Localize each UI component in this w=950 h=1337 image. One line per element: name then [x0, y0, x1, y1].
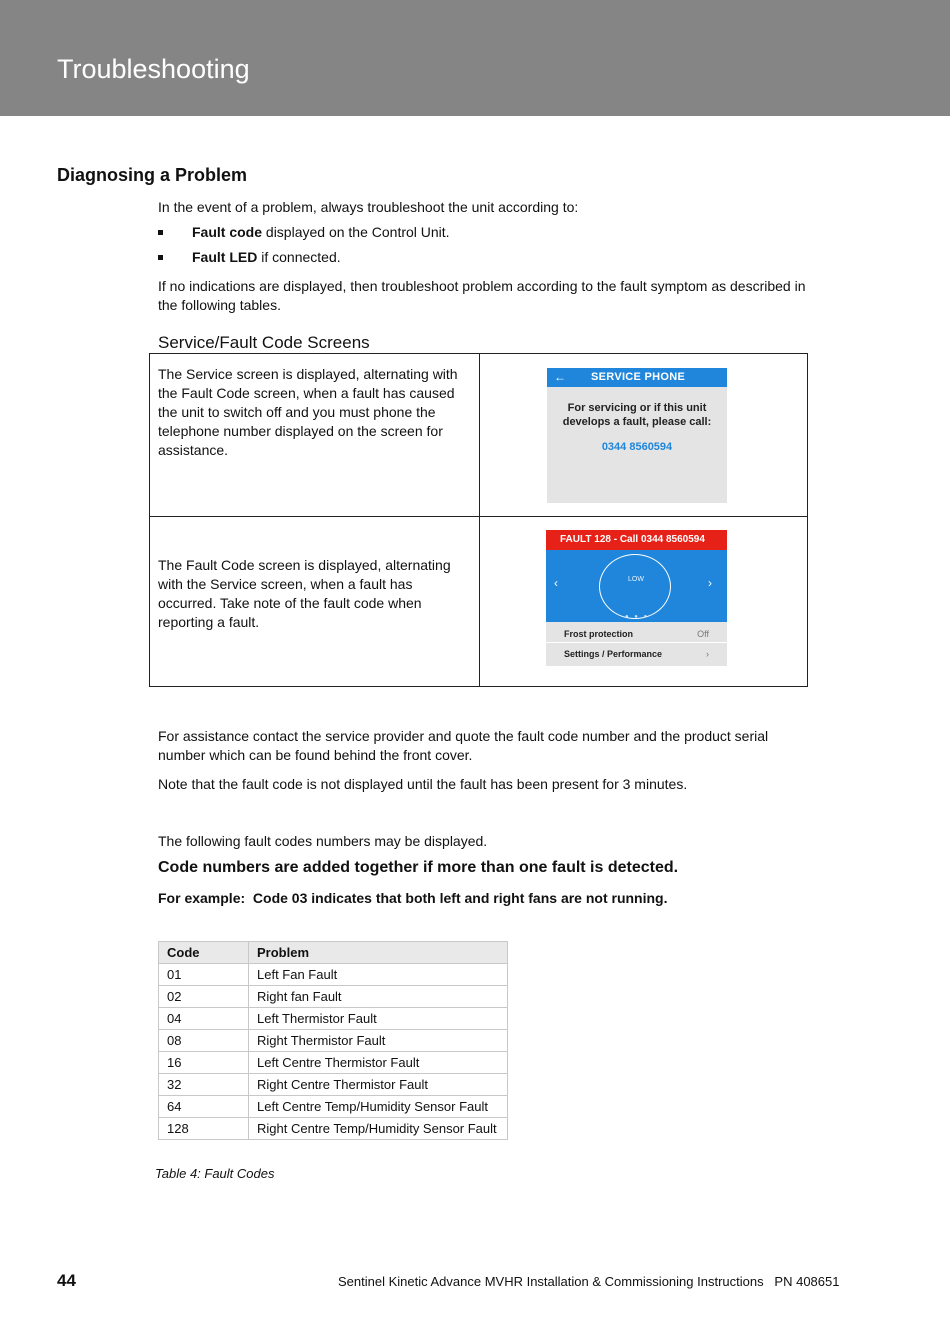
fault-codes-table: [158, 941, 508, 1140]
speed-label: LOW: [628, 576, 644, 583]
bullet-rest: if connected.: [257, 249, 341, 265]
table-row: 02 Right fan Fault: [159, 986, 508, 1008]
note-text: Note that the fault code is not displayed until the fault has been present for 3 minutes.: [158, 776, 688, 792]
speed-dial: [599, 554, 671, 619]
section-heading: Diagnosing a Problem: [57, 165, 248, 185]
frost-protection-row: Frost protection Off: [564, 629, 709, 639]
chevron-right-icon: ›: [708, 576, 712, 590]
assistance-text: For assistance contact the service provider and quote the fault code number and the product serial number which can be found behind the front cover.: [158, 728, 769, 763]
page-title: Troubleshooting: [57, 54, 250, 84]
page-number: 44: [57, 1271, 76, 1290]
divider: [150, 516, 807, 517]
table-row: 01 Left Fan Fault: [159, 964, 508, 986]
table-row: 08 Right Thermistor Fault: [159, 1030, 508, 1052]
chevron-right-icon: ›: [706, 649, 709, 659]
service-screen-title: SERVICE PHONE: [591, 371, 686, 383]
document-title: Sentinel Kinetic Advance MVHR Installation & Commissioning Instructions PN 408651: [338, 1274, 840, 1289]
column-header: Problem: [249, 942, 508, 964]
settings-performance-row: Settings / Performance ›: [564, 649, 709, 659]
fault-screen-description: The Fault Code screen is displayed, alternating with the Service screen, when a fault has occurred. Take note of the fault code when reporting a fault.: [158, 557, 451, 630]
table-row: 32 Right Centre Thermistor Fault: [159, 1074, 508, 1096]
page-dots-icon: ● ● ●: [625, 614, 650, 620]
screens-table: [149, 353, 808, 687]
table-header-row: [159, 942, 508, 964]
codes-added-note: Code numbers are added together if more than one fault is detected.: [158, 859, 679, 876]
table-row: 128 Right Centre Temp/Humidity Sensor Fault: [159, 1118, 508, 1140]
divider: [546, 642, 727, 643]
service-title-bar: [547, 368, 727, 387]
service-message: For servicing or if this unit develops a fault, please call:: [562, 402, 712, 428]
bullet-bold: Fault code: [192, 224, 263, 240]
service-phone-screen: [547, 368, 727, 503]
fault-code-screen: [546, 530, 727, 666]
service-phone-number: 0344 8560594: [601, 441, 673, 453]
bullet-icon: [158, 255, 163, 260]
column-header: Code: [159, 942, 249, 964]
no-indications-text: If no indications are displayed, then troubleshoot problem according to the fault symptom as described in the following tables.: [158, 278, 806, 313]
chevron-left-icon: ‹: [554, 576, 558, 590]
divider: [479, 354, 480, 686]
screens-heading: Service/Fault Code Screens: [158, 333, 370, 352]
fault-banner: [546, 530, 727, 550]
bullet-bold: Fault LED: [192, 249, 258, 265]
table-row: 04 Left Thermistor Fault: [159, 1008, 508, 1030]
service-screen-description: The Service screen is displayed, alternating with the Fault Code screen, when a fault has caused the unit to switch off and you must phone the telephone number displayed on the screen for assistance.: [158, 366, 458, 458]
fault-banner-text: FAULT 128 - Call 0344 8560594: [560, 534, 705, 545]
back-arrow-icon: ←: [554, 370, 566, 384]
fan-speed-panel: [546, 550, 727, 622]
table-row: 64 Left Centre Temp/Humidity Sensor Fault: [159, 1096, 508, 1118]
bullet-icon: [158, 230, 163, 235]
intro-text: In the event of a problem, always troubleshoot the unit according to:: [158, 199, 579, 215]
table-row: 16 Left Centre Thermistor Fault: [159, 1052, 508, 1074]
codes-intro-text: The following fault codes numbers may be displayed.: [158, 833, 488, 849]
codes-example: For example: Code 03 indicates that both left and right fans are not running.: [158, 890, 668, 906]
table-caption: Table 4: Fault Codes: [155, 1166, 275, 1181]
bullet-rest: displayed on the Control Unit.: [262, 224, 450, 240]
header-band: [0, 0, 950, 116]
